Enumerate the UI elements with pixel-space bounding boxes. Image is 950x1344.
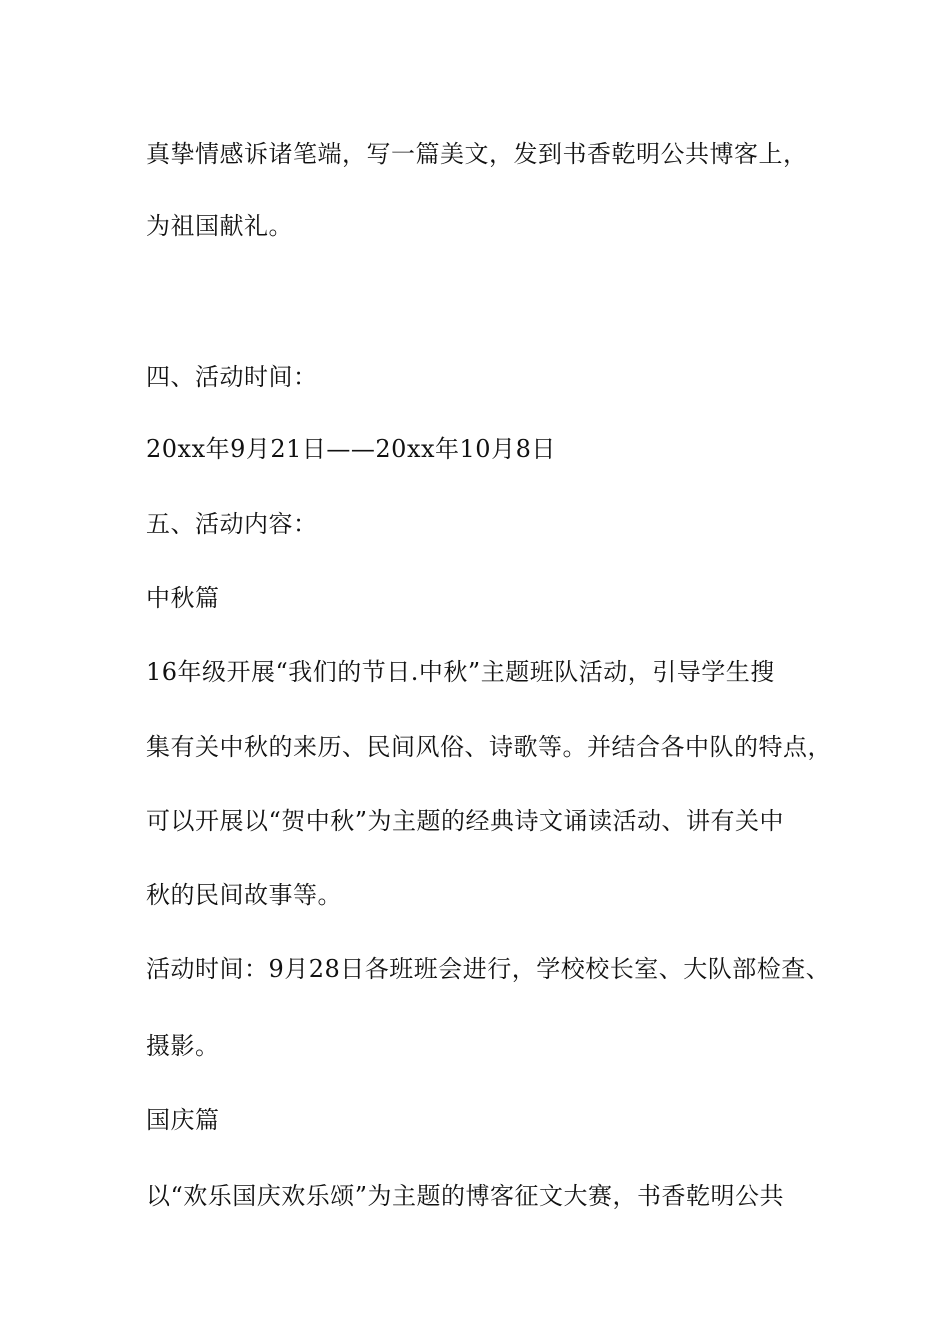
paragraph-line: 秋的民间故事等。	[146, 881, 342, 909]
paragraph-line: 可以开展以“贺中秋”为主题的经典诗文诵读活动、讲有关中	[146, 807, 785, 835]
section-heading-content: 五、活动内容：	[146, 510, 318, 538]
section-heading-time: 四、活动时间：	[146, 363, 318, 391]
paragraph-line: 为祖国献礼。	[146, 212, 293, 240]
paragraph-line: 16年级开展“我们的节日.中秋”主题班队活动，引导学生搜	[146, 658, 775, 686]
paragraph-line: 集有关中秋的来历、民间风俗、诗歌等。并结合各中队的特点，	[146, 733, 832, 761]
paragraph-line: 以“欢乐国庆欢乐颂”为主题的博客征文大赛，书香乾明公共	[146, 1182, 785, 1210]
paragraph-line: 摄影。	[146, 1032, 220, 1060]
subheading-national-day: 国庆篇	[146, 1106, 220, 1134]
subheading-mid-autumn: 中秋篇	[146, 584, 220, 612]
date-range: 20xx年9月21日——20xx年10月8日	[146, 435, 556, 463]
paragraph-line: 活动时间：9月28日各班班会进行，学校校长室、大队部检查、	[146, 955, 831, 983]
paragraph-line: 真挚情感诉诸笔端，写一篇美文，发到书香乾明公共博客上，	[146, 140, 808, 168]
